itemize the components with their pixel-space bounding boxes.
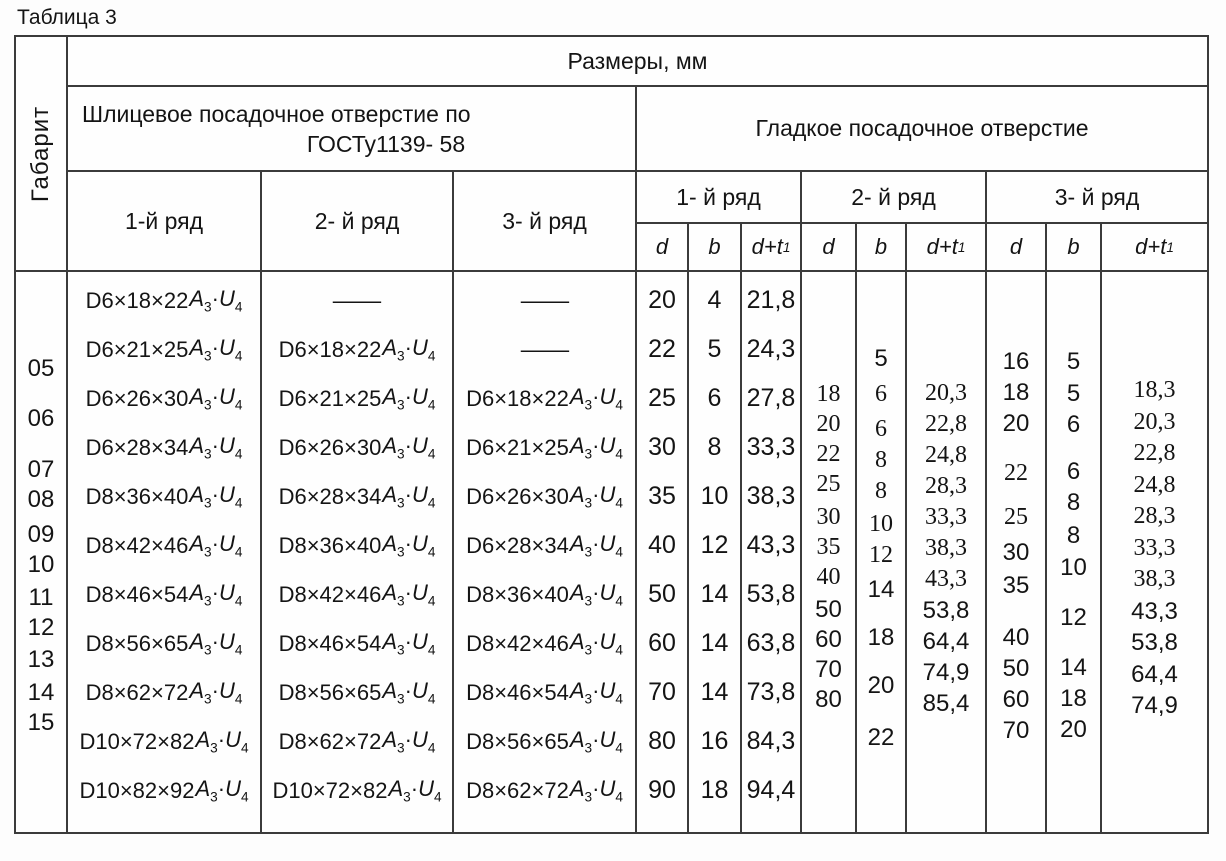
dimension-value: 18	[867, 624, 895, 651]
subheader-dt-3: d + t 1	[1102, 224, 1207, 272]
spline-designation: D8×56×65 $A_3\cdot U_4$	[278, 678, 436, 707]
dimension-value: 28,3	[1133, 503, 1176, 529]
header-spline-row-1: 1-й ряд	[68, 172, 262, 272]
header-gabarit-label: Габарит	[27, 105, 55, 202]
dimension-value: 22	[1004, 460, 1028, 486]
dimension-value: 38,3	[1133, 566, 1176, 592]
dimension-value: 20	[816, 411, 841, 437]
dimension-value: 33,3	[1133, 534, 1176, 561]
dimension-value: 22	[648, 335, 676, 363]
header-spline-row-3: 3- й ряд	[454, 172, 637, 272]
dimension-value: 43,3	[746, 531, 796, 559]
dimension-value: 6	[1066, 411, 1081, 438]
dimension-value: 18	[1002, 379, 1030, 406]
column-smooth-3-dt	[1102, 272, 1207, 832]
dimension-value: 10	[700, 482, 729, 510]
dimension-value: 30	[1002, 539, 1030, 566]
dimension-value: 80	[648, 727, 676, 755]
spline-designation: D8×56×65 $A_3\cdot U_4$	[466, 727, 623, 756]
gabarit-value: 12	[27, 614, 55, 641]
dimension-value: 60	[1002, 686, 1030, 713]
gabarit-value: 07	[27, 456, 55, 483]
dimension-value: 38,3	[746, 482, 796, 510]
dimension-value: 74,9	[1131, 692, 1178, 719]
spline-designation: D8×46×54 $A_3\cdot U_4$	[85, 580, 243, 609]
spline-designation: D6×18×22 $A_3\cdot U_4$	[466, 384, 623, 413]
smooth-3-d-list	[987, 272, 1045, 746]
column-smooth-3-b	[1047, 272, 1102, 832]
dimension-value: 6	[875, 381, 887, 407]
dimension-value: 8	[875, 447, 887, 473]
dimension-value: 60	[648, 629, 676, 657]
dimension-value: 6	[875, 416, 887, 442]
smooth-3-b-list	[1047, 272, 1100, 745]
smooth-3-dt-list	[1102, 272, 1207, 722]
dimension-value: 22	[867, 724, 895, 751]
subheader-d-1: d	[637, 224, 689, 272]
dimension-value: 20	[867, 672, 895, 699]
dimension-value: 14	[1060, 654, 1087, 681]
smooth-2-d-list	[802, 272, 855, 715]
column-smooth-1-b	[689, 272, 742, 832]
gabarit-value: 11	[28, 584, 54, 611]
subheader-dt-1: d + t 1	[742, 224, 802, 272]
dimension-value: 27,8	[746, 384, 796, 412]
dimensions-table	[14, 35, 1209, 834]
gabarit-value: 05	[27, 355, 55, 382]
dimension-value: 50	[648, 580, 676, 608]
spline-list-2	[262, 272, 452, 815]
dimension-value: 12	[1060, 604, 1087, 631]
spline-list-3	[454, 272, 635, 815]
header-spline-row-2: 2- й ряд	[262, 172, 454, 272]
dimension-value: 60	[815, 626, 842, 653]
smooth-2-dt-list	[907, 272, 985, 719]
dimension-value: 14	[700, 580, 729, 608]
dimension-value: 18	[700, 776, 729, 804]
spline-designation: D8×36×40 $A_3\cdot U_4$	[85, 482, 243, 511]
dimension-value: 53,8	[746, 580, 796, 608]
spline-designation: D8×36×40 $A_3\cdot U_4$	[278, 531, 436, 560]
header-smooth-group-1: 1- й ряд	[637, 172, 802, 224]
dimension-value: 63,8	[746, 629, 796, 657]
spline-designation: D10×82×92 $A_3\cdot U_4$	[79, 776, 249, 805]
dimension-value: 38,3	[925, 535, 967, 561]
dimension-value: 8	[875, 478, 887, 504]
table-title: Таблица 3	[17, 6, 117, 29]
dimension-value: 21,8	[746, 286, 796, 314]
dimension-value: 12	[700, 531, 729, 559]
column-spline-row3	[454, 272, 637, 832]
dimension-value: 5	[707, 335, 722, 363]
spline-designation: D6×18×22 $A_3\cdot U_4$	[278, 335, 436, 364]
dimension-value: 50	[815, 596, 842, 623]
dimension-value: 8	[1066, 489, 1081, 516]
column-smooth-3-d	[987, 272, 1047, 832]
header-smooth-group-2: 2- й ряд	[802, 172, 987, 224]
dimension-value: 33,3	[746, 433, 796, 461]
header-gabarit	[16, 37, 68, 272]
column-smooth-2-d	[802, 272, 857, 832]
dimension-value: 73,8	[746, 678, 796, 706]
dimension-value: 94,4	[746, 776, 796, 804]
dimension-value: 43,3	[1131, 597, 1178, 625]
dimension-value: 14	[700, 629, 729, 657]
gabarit-value: 08	[27, 486, 55, 513]
spline-designation: D8×56×65 $A_3\cdot U_4$	[85, 629, 243, 658]
column-gabarit-values	[16, 272, 68, 832]
header-spline-line1: Шлицевое посадочное отверстие по	[82, 100, 471, 127]
gabarit-value: 06	[27, 405, 55, 432]
spline-designation: —	[520, 287, 569, 313]
spline-designation: D6×18×22 $A_3\cdot U_4$	[85, 286, 243, 315]
gabarit-value: 10	[27, 551, 55, 578]
spline-designation: D6×28×34 $A_3\cdot U_4$	[466, 531, 623, 560]
subheader-b-3: b	[1047, 224, 1102, 272]
spline-designation: D6×21×25 $A_3\cdot U_4$	[85, 335, 243, 364]
dimension-value: 50	[1002, 655, 1030, 682]
spline-designation: D10×72×82 $A_3\cdot U_4$	[272, 776, 442, 805]
dimension-value: 53,8	[922, 597, 970, 624]
spline-designation: D8×62×72 $A_3\cdot U_4$	[278, 727, 436, 756]
spline-designation: —	[520, 336, 569, 362]
smooth-1-b-list	[689, 272, 740, 815]
dimension-value: 43,3	[925, 566, 967, 592]
spline-designation: D8×42×46 $A_3\cdot U_4$	[466, 629, 623, 658]
dimension-value: 24,8	[1133, 471, 1176, 498]
dimension-value: 30	[816, 504, 841, 530]
dimension-value: 10	[869, 511, 893, 537]
column-smooth-2-b	[857, 272, 907, 832]
spline-list-1	[68, 272, 260, 815]
dimension-value: 20	[648, 286, 676, 314]
dimension-value: 6	[707, 384, 722, 412]
dimension-value: 12	[869, 542, 893, 568]
gabarit-value: 13	[27, 646, 55, 673]
dimension-value: 25	[648, 384, 676, 412]
dimension-value: 24,8	[925, 442, 967, 468]
dimension-value: 64,4	[922, 628, 970, 655]
dimension-value: 84,3	[746, 727, 796, 755]
gabarit-value: 15	[27, 709, 55, 736]
spline-designation: D6×26×30 $A_3\cdot U_4$	[466, 482, 623, 511]
gabarit-value: 09	[27, 521, 55, 548]
spline-designation: D8×62×72 $A_3\cdot U_4$	[85, 678, 243, 707]
dimension-value: 14	[867, 576, 895, 603]
dimension-value: 18	[816, 381, 841, 407]
column-smooth-1-d	[637, 272, 689, 832]
dimension-value: 4	[707, 286, 722, 314]
header-smooth-group-3: 3- й ряд	[987, 172, 1207, 224]
dimension-value: 35	[648, 482, 676, 510]
dimension-value: 5	[1066, 380, 1081, 407]
dimension-value: 16	[1002, 348, 1030, 375]
spline-designation: D6×21×25 $A_3\cdot U_4$	[278, 384, 436, 413]
dimension-value: 6	[1066, 458, 1081, 485]
spline-designation: —	[332, 287, 382, 313]
header-spline-line2: ГОСТу1139- 58	[306, 130, 466, 157]
spline-designation: D8×36×40 $A_3\cdot U_4$	[466, 580, 623, 609]
dimension-value: 5	[874, 345, 888, 372]
column-smooth-1-dt	[742, 272, 802, 832]
column-smooth-2-dt	[907, 272, 987, 832]
spline-designation: D6×26×30 $A_3\cdot U_4$	[85, 384, 243, 413]
dimension-value: 35	[1002, 572, 1030, 599]
header-spline-hole	[68, 87, 637, 172]
spline-designation: D8×42×46 $A_3\cdot U_4$	[85, 531, 243, 560]
dimension-value: 40	[648, 531, 676, 559]
spline-designation: D8×62×72 $A_3\cdot U_4$	[466, 776, 623, 805]
subheader-d-3: d	[987, 224, 1047, 272]
dimension-value: 8	[1066, 522, 1081, 549]
spline-designation: D6×28×34 $A_3\cdot U_4$	[278, 482, 436, 511]
dimension-value: 25	[1004, 504, 1028, 530]
dimension-value: 24,3	[746, 335, 796, 363]
dimension-value: 16	[700, 727, 729, 755]
dimension-value: 22,8	[1133, 440, 1176, 466]
dimension-value: 74,9	[922, 659, 970, 686]
subheader-d-2: d	[802, 224, 857, 272]
column-spline-row1	[68, 272, 262, 832]
dimension-value: 90	[648, 776, 676, 804]
spline-designation: D10×72×82 $A_3\cdot U_4$	[79, 727, 249, 756]
dimension-value: 20	[1002, 410, 1030, 437]
column-spline-row2	[262, 272, 454, 832]
dimension-value: 70	[1002, 717, 1030, 744]
smooth-1-dt-list	[742, 272, 800, 815]
dimension-value: 25	[816, 471, 841, 497]
dimension-value: 10	[1060, 554, 1087, 581]
dimension-value: 53,8	[1131, 629, 1178, 656]
dimension-value: 35	[816, 534, 841, 560]
subheader-dt-2: d + t 1	[907, 224, 987, 272]
dimension-value: 5	[1066, 348, 1081, 375]
gabarit-list	[16, 272, 66, 738]
spline-designation: D6×28×34 $A_3\cdot U_4$	[85, 433, 243, 462]
dimension-value: 20,3	[925, 380, 967, 406]
dimension-value: 64,4	[1131, 660, 1178, 688]
dimension-value: 30	[648, 433, 676, 461]
dimension-value: 8	[707, 433, 722, 461]
header-sizes: Размеры, мм	[68, 37, 1207, 87]
dimension-value: 80	[815, 686, 842, 713]
spline-designation: D6×21×25 $A_3\cdot U_4$	[466, 433, 623, 462]
spline-designation: D8×42×46 $A_3\cdot U_4$	[278, 580, 436, 609]
dimension-value: 70	[815, 656, 842, 683]
header-smooth-hole: Гладкое посадочное отверстие	[637, 87, 1207, 172]
dimension-value: 40	[1002, 624, 1030, 651]
dimension-value: 33,3	[925, 504, 967, 530]
dimension-value: 20	[1060, 716, 1087, 743]
dimension-value: 22,8	[925, 411, 967, 437]
dimension-value: 14	[700, 678, 729, 706]
smooth-1-d-list	[637, 272, 687, 815]
spline-designation: D8×46×54 $A_3\cdot U_4$	[278, 629, 436, 658]
subheader-b-2: b	[857, 224, 907, 272]
spline-designation: D8×46×54 $A_3\cdot U_4$	[466, 678, 623, 707]
dimension-value: 20,3	[1133, 408, 1176, 435]
dimension-value: 22	[816, 441, 841, 467]
dimension-value: 18	[1060, 685, 1087, 712]
spline-designation: D6×26×30 $A_3\cdot U_4$	[278, 433, 436, 462]
dimension-value: 28,3	[925, 473, 967, 499]
gabarit-value: 14	[27, 679, 55, 706]
dimension-value: 70	[648, 678, 676, 706]
dimension-value: 85,4	[922, 690, 970, 717]
smooth-2-b-list	[857, 272, 905, 753]
dimension-value: 18,3	[1133, 377, 1176, 403]
subheader-b-1: b	[689, 224, 742, 272]
dimension-value: 40	[816, 564, 841, 590]
